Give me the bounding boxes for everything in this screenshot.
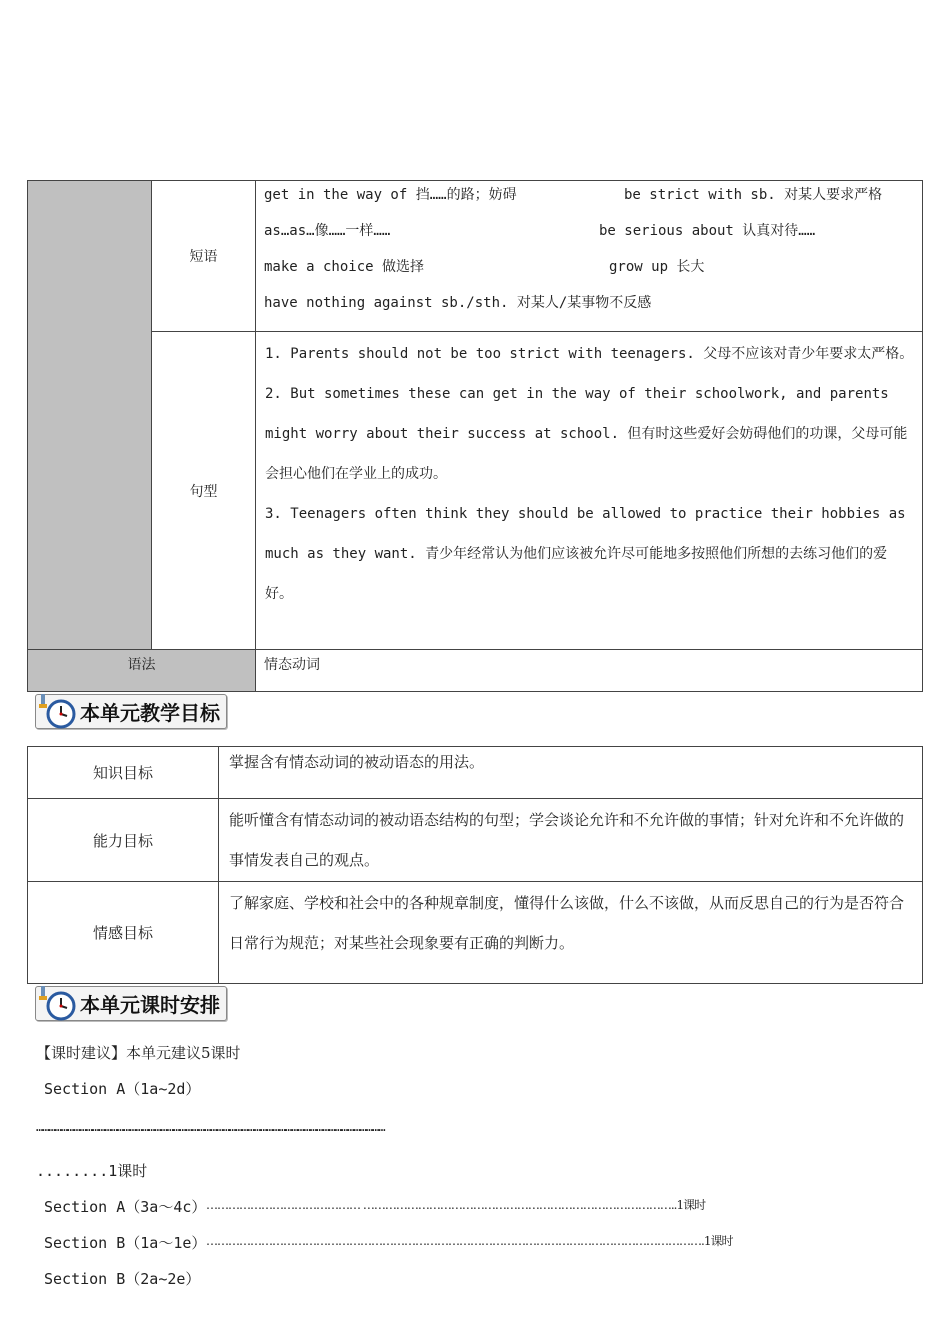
goal-label: 知识目标 <box>28 747 219 799</box>
sentence-item: 1. Parents should not be too strict with teenagers. 父母不应该对青少年要求太严格。 <box>265 346 914 362</box>
schedule-heading-text: 本单元课时安排 <box>35 986 227 1021</box>
schedule-suggestion: 【课时建议】本单元建议5课时 <box>36 1044 241 1062</box>
phrases-cell <box>256 181 923 332</box>
clock-icon <box>35 986 79 1022</box>
schedule-leader: …………………………………………………………………………………………………………………………………………………… <box>36 1120 385 1134</box>
blank-merged-cell <box>28 181 152 650</box>
schedule-section: Section A（1a~2d） <box>44 1080 201 1098</box>
schedule-section: Section B（1a～1e） <box>44 1234 207 1252</box>
phrase-item: get in the way of 挡……的路；妨碍 <box>264 187 517 203</box>
schedule-section: Section B（2a~2e） <box>44 1270 201 1288</box>
sentences-cell <box>256 332 923 650</box>
schedule-heading <box>35 986 227 1020</box>
goal-label: 情感目标 <box>28 882 219 984</box>
goal-text-cell <box>219 882 923 984</box>
sentences-label: 句型 <box>152 332 256 650</box>
grammar-value: 情态动词 <box>256 650 923 692</box>
goal-text: 了解家庭、学校和社会中的各种规章制度，懂得什么该做，什么不该做，从而反思自己的行为是否符合日常行为规范；对某些社会现象要有正确的判断力。 <box>229 894 905 952</box>
goals-heading-text: 本单元教学目标 <box>35 694 227 729</box>
sentence-item: 2. But sometimes these can get in the way of their schoolwork, and parents might worry about their success at school. 但有时这些爱好会妨碍他们的功课，父母可能会担心他们在学业上的成功。 <box>265 386 908 482</box>
phrase-row <box>264 289 922 325</box>
phrases-label: 短语 <box>152 181 256 332</box>
grammar-label: 语法 <box>28 650 256 692</box>
phrase-row <box>264 253 922 289</box>
phrase-item: be strict with sb. 对某人要求严格 <box>624 187 883 203</box>
phrase-item: grow up 长大 <box>609 259 705 275</box>
phrase-row <box>264 181 922 217</box>
schedule-leader: …………………………………… …………………………………………………………………………..1课时 <box>206 1198 706 1212</box>
sentence-item: 3. Teenagers often think they should be allowed to practice their hobbies as much as they want. 青少年经常认为他们应该被允许尽可能地多按照他们所想的去练习他们的爱好。 <box>265 506 906 602</box>
clock-icon <box>35 694 79 730</box>
goal-text-cell <box>219 747 923 799</box>
phrase-row <box>264 217 922 253</box>
goals-heading <box>35 694 227 728</box>
goal-text-cell <box>219 799 923 882</box>
phrase-item: as…as…像……一样…… <box>264 223 391 239</box>
phrase-item: have nothing against sb./sth. 对某人/某事物不反感 <box>264 295 652 311</box>
schedule-section: Section A（3a～4c） <box>44 1198 207 1216</box>
phrase-item: make a choice 做选择 <box>264 259 425 275</box>
goal-label: 能力目标 <box>28 799 219 882</box>
schedule-leader: ……………………………………………………………………………………………………………………….1课时 <box>206 1234 733 1248</box>
goals-table <box>27 746 923 984</box>
schedule-hours: ........1课时 <box>36 1162 148 1180</box>
phrase-item: be serious about 认真对待…… <box>599 223 816 239</box>
vocab-table <box>27 180 923 692</box>
goal-text: 掌握含有情态动词的被动语态的用法。 <box>229 753 485 771</box>
goal-text: 能听懂含有情态动词的被动语态结构的句型；学会谈论允许和不允许做的事情；针对允许和不允许做的事情发表自己的观点。 <box>229 811 905 869</box>
